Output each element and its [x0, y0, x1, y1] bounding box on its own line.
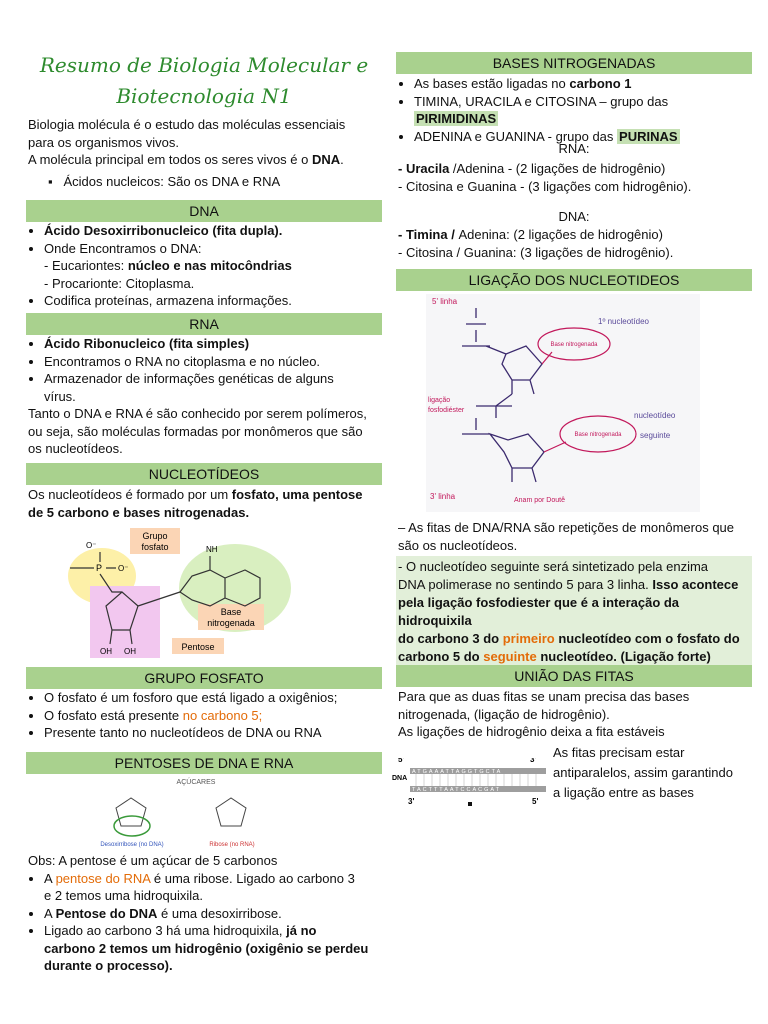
ligacao-intro: – As fitas de DNA/RNA são repetições de monômeros que são os nucleotídeos. [398, 520, 735, 553]
svg-text:TACTTTAATCCACGAT: TACTTTAATCCACGAT [412, 787, 502, 793]
svg-text:5': 5' [532, 797, 539, 806]
section-heading-uniao: UNIÃO DAS FITAS [396, 665, 752, 687]
list-item: • TIMINA, URACILA e CITOSINA – grupo das PIRIMIDINAS [414, 93, 754, 128]
list-item: • As bases estão ligadas no carbono 1 [414, 75, 754, 93]
fosfato-list [28, 689, 384, 742]
dna-list [28, 222, 384, 310]
svg-text:3' linha: 3' linha [430, 492, 456, 501]
ligacao-explanation: - O nucleotídeo seguinte será sintetizado pela enzima DNA polimerase no sentindo 5 para 3 linha. Isso acontece pela ligação fosfodiester que é a interação da hidroquixila do carbono 3 do primeiro nucleotídeo com o fosfato do carbono 5 do seguinte nucleotídeo. (Ligação forte) [396, 556, 752, 670]
uniao-side-text: As fitas precisam estar antiparalelos, assim garantindo a ligação entre as bases [553, 745, 733, 800]
list-item: • Ligado ao carbono 3 há uma hidroquixila, já no carbono 2 temos um hidrogênio (oxigênio se perdeu durante o processo). [44, 922, 384, 975]
base-pairs [416, 774, 536, 786]
list-item: • Encontramos o RNA no citoplasma e no núcleo. [44, 353, 384, 371]
svg-text:P: P [96, 563, 103, 573]
sugars-diagram [96, 776, 296, 850]
rna-subheading: RNA: [558, 141, 590, 156]
list-item: • ADENINA e GUANINA - grupo das PURINAS [414, 128, 754, 146]
list-item: • Codifica proteínas, armazena informações. [44, 292, 384, 310]
dna-subheading: DNA: [558, 209, 590, 224]
section-heading-rna: RNA [26, 313, 382, 335]
list-item: • Ácido Ribonucleico (fita simples) [44, 335, 384, 353]
list-item: • Ácido Desoxirribonucleico (fita dupla). [44, 222, 384, 240]
list-item: • O fosfato está presente no carbono 5; [44, 707, 384, 725]
svg-text:ligação: ligação [428, 397, 451, 404]
list-item: • O fosfato é um fosforo que está ligado a oxigênios; [44, 689, 384, 707]
svg-text:Desoxirribose (no DNA): Desoxirribose (no DNA) [100, 842, 164, 848]
svg-text:Base nitrogenada: Base nitrogenada [574, 432, 622, 438]
bases-list [398, 75, 754, 145]
pentoses-text: Obs: A pentose é um açúcar de 5 carbonos • A pentose do RNA é uma ribose. Ligado ao carbono 3 e 2 temos uma hidroquixila. • A Pentose do DNA é uma desoxirribose. • Ligado ao carbono 3 há uma hidroquixila, já no carbono 2 temos um hidrogênio (oxigênio se perdeu durante o processo). [28, 852, 384, 975]
intro-line: Biologia molécula é o estudo das moléculas essenciais [28, 117, 346, 132]
list-item: • Presente tanto no nucleotídeos de DNA ou RNA [44, 724, 384, 742]
marker [468, 802, 472, 806]
svg-text:OH: OH [124, 647, 136, 656]
sugar-rings [116, 798, 246, 826]
svg-text:nucleotídeo: nucleotídeo [634, 411, 676, 420]
svg-text:seguinte: seguinte [640, 431, 671, 440]
list-item: • A Pentose do DNA é uma desoxirribose. [44, 905, 384, 923]
intro-line: A molécula principal em todos os seres vivos é o DNA. [28, 152, 344, 168]
svg-text:OH: OH [100, 647, 112, 656]
nucleotide-diagram [60, 526, 300, 658]
handwritten-nucleotide-chain [426, 294, 700, 512]
svg-text:3': 3' [408, 797, 415, 806]
svg-text:fosfodiéster: fosfodiéster [428, 407, 465, 414]
intro-line: para os organismos vivos. [28, 134, 180, 150]
svg-text:O⁻: O⁻ [118, 564, 129, 573]
uniao-text: Para que as duas fitas se unam precisa das bases nitrogenada, (ligação de hidrogênio). As ligações de hidrogênio deixa a fita estáveis [398, 689, 690, 740]
antiparallel-strands [392, 758, 548, 810]
svg-text:3': 3' [530, 758, 537, 764]
list-item: • Armazenador de informações genéticas de alguns vírus. [44, 370, 384, 405]
svg-text:1º nucleotídeo: 1º nucleotídeo [598, 317, 649, 326]
section-heading-dna: DNA [26, 200, 382, 222]
rna-pairs: - Uracila /Adenina - (2 ligações de hidrogênio) - Citosina e Guanina - (3 ligações com hidrogênio). [398, 161, 692, 194]
base-label: Base [220, 607, 242, 617]
nucleotideos-text: Os nucleotídeos é formado por um fosfato, uma pentose de 5 carbono e bases nitrogenadas. [28, 487, 363, 520]
list-item: • Onde Encontramos o DNA: - Eucariontes: núcleo e nas mitocôndrias - Procarionte: Citoplasma. [44, 240, 384, 293]
base-label: nitrogenada [207, 618, 255, 628]
section-heading-bases: BASES NITROGENADAS [396, 52, 752, 74]
rna-list [28, 335, 384, 458]
sugars-title: AÇÚCARES [176, 779, 216, 786]
svg-text:Ribose (no RNA): Ribose (no RNA) [209, 842, 255, 848]
svg-text:5' linha: 5' linha [432, 297, 458, 306]
phosphate-label: Grupo [142, 531, 168, 541]
intro-bullet: ▪ Ácidos nucleicos: São os DNA e RNA [48, 173, 281, 189]
rna-paragraph: Tanto o DNA e RNA é são conhecido por serem polímeros, [28, 406, 367, 422]
list-item: • A pentose do RNA é uma ribose. Ligado ao carbono 3 e 2 temos uma hidroquixila. [44, 870, 384, 905]
intro-block [28, 116, 384, 190]
pentose-label: Pentose [181, 642, 215, 652]
rna-paragraph: os nucleotídeos. [28, 441, 123, 457]
photo-background [426, 294, 700, 512]
svg-text:O⁻: O⁻ [86, 541, 97, 550]
phosphate-label: fosfato [141, 542, 169, 552]
section-heading-pentoses: PENTOSES DE DNA E RNA [26, 752, 382, 774]
svg-text:Base nitrogenada: Base nitrogenada [550, 342, 598, 348]
svg-text:Anam por Doutê: Anam por Doutê [514, 497, 565, 504]
dna-pairs: - Timina / Adenina: (2 ligações de hidrogênio) - Citosina / Guanina: (3 ligações de hidrogênio). [398, 227, 674, 260]
title-line-2: Biotecnologia N1 [116, 84, 292, 108]
svg-text:5': 5' [398, 758, 405, 764]
svg-text:ATGAAATTAGGTGCTA: ATGAAATTAGGTGCTA [412, 769, 503, 775]
section-heading-nucleotideos: NUCLEOTÍDEOS [26, 463, 382, 485]
section-heading-grupo-fosfato: GRUPO FOSFATO [26, 667, 382, 689]
section-heading-ligacao: LIGAÇÃO DOS NUCLEOTIDEOS [396, 269, 752, 291]
title-line-1: Resumo de Biologia Molecular e [39, 53, 369, 77]
svg-text:NH: NH [206, 545, 218, 554]
svg-text:DNA: DNA [392, 775, 408, 782]
rna-paragraph: ou seja, são moléculas formadas por monômeros que são [28, 423, 363, 439]
page-title [26, 50, 382, 112]
